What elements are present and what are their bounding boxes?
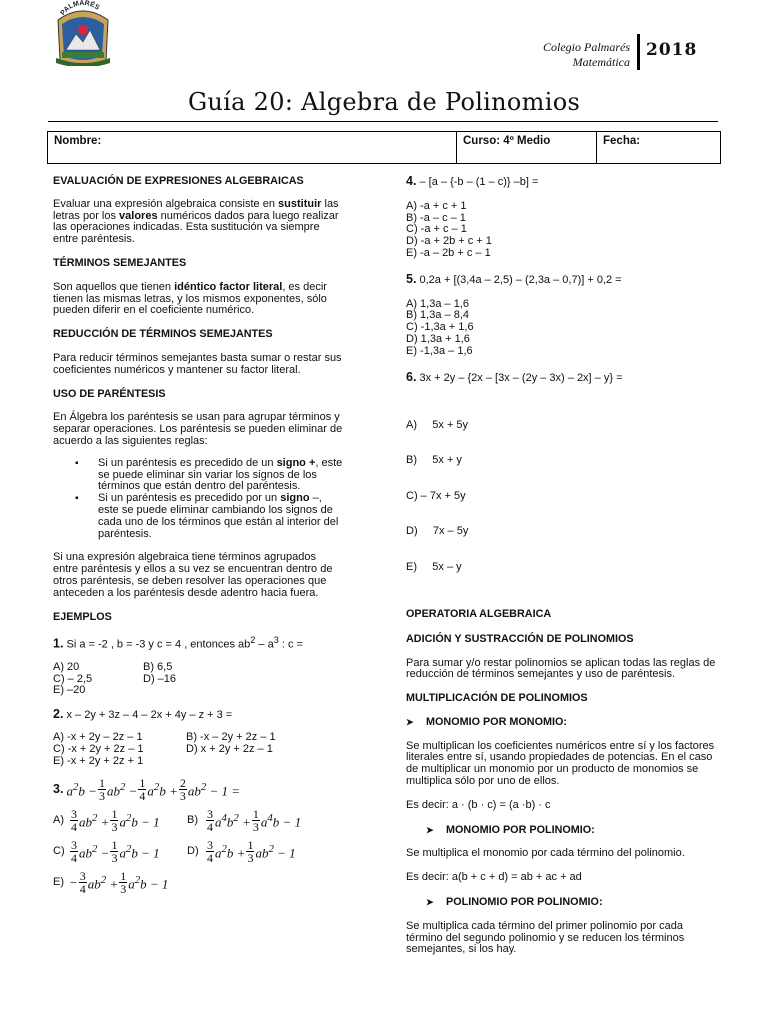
heading-parentesis: USO DE PARÉNTESIS — [53, 387, 166, 400]
q5-option-e[interactable]: E) -1,3a – 1,6 — [406, 344, 473, 357]
q3-option-b[interactable]: $\frac{3}{4}$ $a^4b^2$ + $\frac{1}{3}$ $a^4b - 1$ — [207, 807, 302, 835]
rule-minus: ▪ Si un paréntesis es precedido por un signo –, este se puede eliminar cambiando los signos de cada uno de los términos que están al interior del paréntesis. — [53, 493, 343, 540]
q5-option-a[interactable]: A) 1,3a – 1,6 — [406, 297, 469, 310]
q4-option-b[interactable]: B) -a – c – 1 — [406, 211, 466, 224]
question-4-options — [406, 201, 718, 260]
header-divider — [637, 34, 640, 70]
rule-plus: ▪ Si un paréntesis es precedido de un signo +, este se puede eliminar sin variar los signos de los términos que están dentro del paréntesis. — [53, 458, 343, 493]
q1-option-b[interactable]: B) 6,5 — [143, 660, 173, 673]
q4-option-e[interactable]: E) -a – 2b + c – 1 — [406, 246, 491, 259]
title-rule — [48, 121, 718, 122]
arrow-icon: ➤ — [406, 716, 414, 727]
q1-option-c[interactable]: C) – 2,5 — [53, 672, 93, 685]
date-label: Fecha: — [603, 135, 641, 147]
monomio-monomio-example: Es decir: a · (b · c) = (a ·b) · c — [406, 798, 551, 811]
heading-monomio-polinomio: ➤ MONOMIO POR POLINOMIO: — [426, 823, 595, 836]
q5-option-d[interactable]: D) 1,3a + 1,6 — [406, 332, 470, 345]
question-1-options — [53, 662, 343, 697]
q2-option-b[interactable]: B) -x – 2y + 2z – 1 — [186, 730, 276, 743]
page-title: Guía 20: Algebra de Polinomios — [187, 88, 581, 116]
q2-option-d[interactable]: D) x + 2y + 2z – 1 — [186, 742, 273, 755]
question-3-row-cd — [53, 839, 343, 864]
q6-option-c[interactable]: C) – 7x + 5y — [406, 489, 466, 502]
monomio-polinomio-text: Se multiplica el monomio por cada término del polinomio. — [406, 847, 685, 860]
heading-monomio-monomio: ➤ MONOMIO POR MONOMIO: — [406, 715, 567, 728]
nested-text: Si una expresión algebraica tiene términos agrupados entre paréntesis y ellos a su vez se encuentran dentro de otros paréntesis, se deben resolver las operaciones que anteceden a los paréntesis desde adentro hacia fuera. — [53, 551, 333, 599]
heading-ejemplos: EJEMPLOS — [53, 610, 112, 623]
student-info-table — [47, 131, 721, 164]
q1-option-d[interactable]: D) –16 — [143, 672, 177, 685]
q4-option-c[interactable]: C) -a + c – 1 — [406, 223, 467, 236]
course-label: Curso: 4º Medio — [463, 135, 551, 147]
question-4: 4. – [a – {-b – (1 – c)} –b] = — [406, 174, 539, 188]
question-3-row-e — [53, 870, 343, 895]
heading-operatoria: OPERATORIA ALGEBRAICA — [406, 607, 552, 620]
q4-option-d[interactable]: D) -a + 2b + c + 1 — [406, 235, 492, 248]
school-info — [543, 40, 630, 70]
question-3-row-ab — [53, 808, 343, 833]
year: 2018 — [646, 40, 698, 60]
q3-option-a-label: A) — [53, 813, 64, 826]
heading-multiplicacion: MULTIPLICACIÓN DE POLINOMIOS — [406, 692, 588, 705]
question-1: 1. Si a = -2 , b = -3 y c = 4 , entonces $ab^2 - a^3$ : c = — [53, 635, 303, 651]
heading-adicion: ADICIÓN Y SUSTRACCIÓN DE POLINOMIOS — [406, 632, 634, 645]
question-2-options — [53, 732, 343, 767]
evaluacion-text: Evaluar una expresión algebraica consiste en sustituir las letras por los valores numéricos dados para luego realizar las operaciones indicadas. Esta sustitución va siempre entre paréntesis. — [53, 197, 339, 246]
q3-option-d-label: D) — [187, 844, 199, 857]
q6-option-a[interactable]: A) 5x + 5y — [406, 418, 469, 431]
q4-option-a[interactable]: A) -a + c + 1 — [406, 199, 467, 212]
parentesis-rules — [53, 458, 343, 541]
q2-option-c[interactable]: C) -x + 2y + 2z – 1 — [53, 742, 144, 755]
left-column — [53, 176, 343, 895]
heading-evaluacion: EVALUACIÓN DE EXPRESIONES ALGEBRAICAS — [53, 175, 304, 187]
heading-polinomio-polinomio: ➤ POLINOMIO POR POLINOMIO: — [426, 896, 603, 909]
q3-option-a[interactable]: $\frac{3}{4}$ $ab^2$ + $\frac{1}{3}$ $a^2b - 1$ — [71, 807, 160, 835]
question-3: 3. $a^2b$ − $\frac{1}{3}$ $ab^2$ − $\frac{1}{4}$ $a^2b$ + $\frac{2}{3}$ $ab^2 - 1$ = — [53, 776, 241, 804]
semejantes-text: Son aquellos que tienen idéntico factor literal, es decir tienen las mismas letras, y los mismos exponentes, sólo pueden diferir en el coeficiente numérico. — [53, 280, 327, 317]
q1-option-e[interactable]: E) –20 — [53, 684, 86, 697]
q3-option-e[interactable]: − $\frac{3}{4}$ $ab^2$ + $\frac{1}{3}$ $a^2b - 1$ — [69, 869, 169, 897]
q3-option-d[interactable]: $\frac{3}{4}$ $a^2b$ + $\frac{1}{3}$ $ab^2 - 1$ — [207, 838, 296, 866]
svg-text:PALMARÉS: PALMARÉS — [59, 0, 101, 17]
question-5: 5. 0,2a + [(3,4a – 2,5) – (2,3a – 0,7)] + 0,2 = — [406, 271, 622, 286]
q1-option-a[interactable]: A) 20 — [53, 660, 80, 673]
reduccion-text: Para reducir términos semejantes basta sumar o restar sus coeficientes numéricos y mantener su factor literal. — [53, 351, 342, 376]
q6-option-e[interactable]: E) 5x – y — [406, 560, 462, 573]
heading-semejantes: TÉRMINOS SEMEJANTES — [53, 256, 187, 269]
q5-option-c[interactable]: C) -1,3a + 1,6 — [406, 321, 474, 334]
name-field[interactable] — [48, 132, 457, 163]
monomio-polinomio-example: Es decir: a(b + c + d) = ab + ac + ad — [406, 871, 582, 884]
polinomio-polinomio-text: Se multiplica cada término del primer polinomio por cada término del segundo polinomio y se reducen los términos semejantes, si los hay. — [406, 919, 685, 956]
q6-option-d[interactable]: D) 7x – 5y — [406, 525, 469, 538]
arrow-icon: ➤ — [426, 897, 434, 908]
q3-option-c-label: C) — [53, 844, 65, 857]
q6-option-b[interactable]: B) 5x + y — [406, 454, 462, 467]
heading-reduccion: REDUCCIÓN DE TÉRMINOS SEMEJANTES — [53, 328, 273, 341]
school-name: Colegio Palmarés — [543, 40, 630, 54]
question-6-options — [406, 396, 718, 597]
subject-name: Matemática — [572, 55, 630, 69]
q2-option-a[interactable]: A) -x + 2y – 2z – 1 — [53, 730, 143, 743]
q3-option-e-label: E) — [53, 875, 64, 888]
school-logo — [50, 0, 116, 66]
monomio-monomio-text: Se multiplican los coeficientes numéricos entre sí y los factores literales entre sí, usando propiedades de potencias. En el caso de multiplicar un monomio por un producto de monomios se multiplica sólo por uno de ellos. — [406, 739, 715, 788]
question-5-options — [406, 299, 718, 358]
parentesis-text: En Álgebra los paréntesis se usan para agrupar términos y separar operaciones. Los paréntesis se pueden eliminar de acuerdo a las siguientes reglas: — [53, 411, 343, 447]
q5-option-b[interactable]: B) 1,3a – 8,4 — [406, 309, 469, 322]
q3-option-b-label: B) — [187, 813, 198, 826]
question-2: 2. x – 2y + 3z – 4 – 2x + 4y – z + 3 = — [53, 707, 233, 722]
right-column — [406, 176, 718, 956]
adicion-text: Para sumar y/o restar polinomios se aplican todas las reglas de reducción de términos semejantes y uso de paréntesis. — [406, 656, 716, 681]
name-label: Nombre: — [54, 135, 102, 147]
q2-option-e[interactable]: E) -x + 2y + 2z + 1 — [53, 754, 144, 767]
question-6: 6. 3x + 2y – {2x – [3x – (2y – 3x) – 2x] – y} = — [406, 369, 623, 384]
arrow-icon: ➤ — [426, 824, 434, 835]
q3-option-c[interactable]: $\frac{3}{4}$ $ab^2$ − $\frac{1}{3}$ $a^2b - 1$ — [71, 838, 160, 866]
date-field[interactable] — [597, 132, 720, 163]
course-field — [457, 132, 597, 163]
